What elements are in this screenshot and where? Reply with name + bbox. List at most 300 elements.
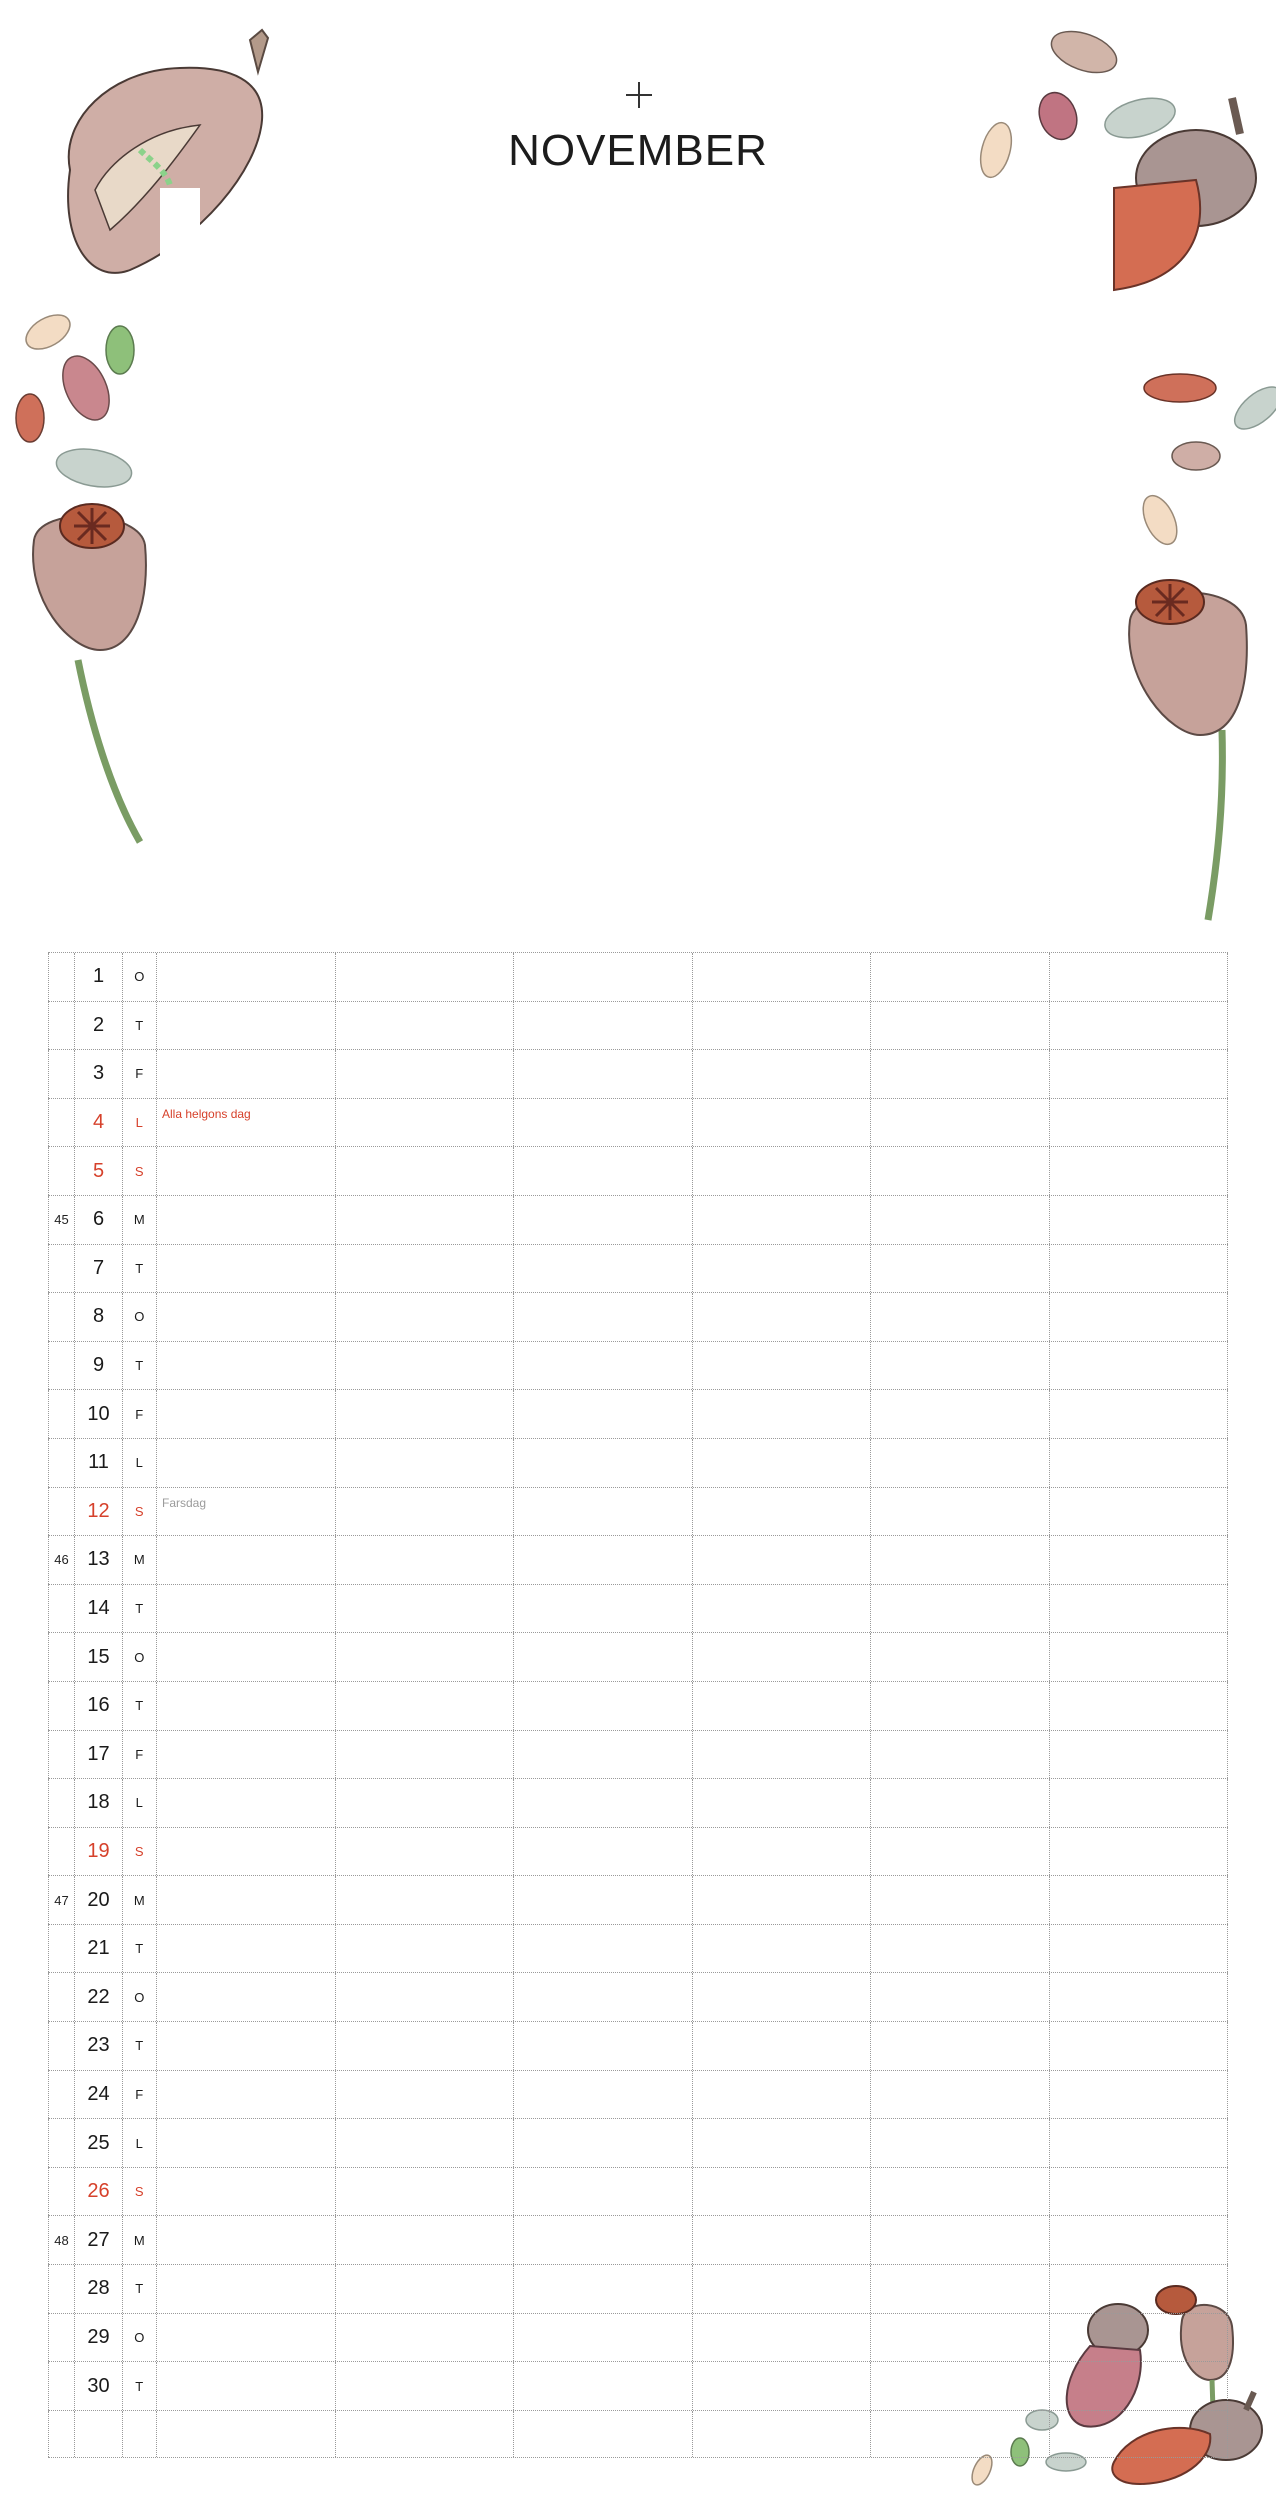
entry-cell[interactable] [156, 1585, 335, 1633]
week-number: 47 [48, 1876, 74, 1924]
week-number [48, 2168, 74, 2216]
entry-cell[interactable] [156, 1342, 335, 1390]
date-number: 12 [74, 1488, 122, 1536]
date-number: 8 [74, 1293, 122, 1341]
date-number: 16 [74, 1682, 122, 1730]
week-number [48, 1147, 74, 1195]
week-number [48, 2022, 74, 2070]
entry-cell[interactable] [513, 1682, 692, 1730]
entry-cell[interactable] [870, 1439, 1049, 1487]
week-number [48, 953, 74, 1001]
entry-cell[interactable] [692, 953, 871, 1001]
entry-cell[interactable] [513, 1147, 692, 1195]
entry-cell[interactable] [692, 1876, 871, 1924]
entry-cell[interactable] [870, 1633, 1049, 1681]
calendar-row [48, 1389, 1228, 1438]
entry-cell[interactable] [156, 1633, 335, 1681]
date-number: 13 [74, 1536, 122, 1584]
entry-cell[interactable] [692, 2411, 871, 2458]
entry-cell[interactable] [156, 1147, 335, 1195]
date-number: 3 [74, 1050, 122, 1098]
acorn-icon [975, 23, 1276, 549]
week-number [48, 2314, 74, 2362]
entry-cell[interactable] [335, 2168, 514, 2216]
entry-cell[interactable] [513, 1488, 692, 1536]
weekday-letter: S [122, 1147, 156, 1195]
entry-cell[interactable] [870, 1876, 1049, 1924]
weekday-letter: F [122, 1731, 156, 1779]
calendar-row [48, 2313, 1228, 2362]
entry-cell[interactable] [156, 1925, 335, 1973]
entry-cell[interactable] [692, 2314, 871, 2362]
entry-cell[interactable] [335, 1585, 514, 1633]
entry-cell[interactable] [692, 2168, 871, 2216]
weekday-letter: O [122, 1633, 156, 1681]
week-number [48, 1488, 74, 1536]
date-number: 9 [74, 1342, 122, 1390]
entry-cell[interactable] [1049, 1731, 1228, 1779]
entry-cell[interactable] [692, 2119, 871, 2167]
entry-cell[interactable] [335, 1439, 514, 1487]
entry-cell[interactable] [513, 1293, 692, 1341]
entry-cell[interactable] [870, 1099, 1049, 1147]
month-title: NOVEMBER [508, 126, 768, 175]
entry-cell[interactable] [335, 1390, 514, 1438]
entry-cell[interactable] [156, 2265, 335, 2313]
entry-cell[interactable] [335, 2265, 514, 2313]
entry-cell[interactable] [335, 1876, 514, 1924]
entry-cell[interactable] [513, 1342, 692, 1390]
date-number: 28 [74, 2265, 122, 2313]
entry-cell[interactable] [1049, 2314, 1228, 2362]
calendar-row [48, 1244, 1228, 1293]
entry-cell[interactable] [156, 1099, 335, 1147]
entry-cell[interactable] [1049, 2411, 1228, 2458]
entry-cell[interactable] [870, 1293, 1049, 1341]
entry-cell[interactable] [870, 1828, 1049, 1876]
entry-cell[interactable] [513, 2265, 692, 2313]
date-number: 20 [74, 1876, 122, 1924]
entry-cell[interactable] [692, 1245, 871, 1293]
entry-cell[interactable] [692, 2071, 871, 2119]
entry-cell[interactable] [692, 1390, 871, 1438]
entry-cell[interactable] [513, 1002, 692, 1050]
seed-icons [16, 308, 135, 492]
entry-cell[interactable] [692, 1779, 871, 1827]
entry-cell[interactable] [513, 1536, 692, 1584]
entry-cell[interactable] [870, 1390, 1049, 1438]
entry-cell[interactable] [1049, 2362, 1228, 2410]
week-number [48, 1682, 74, 1730]
entry-cell[interactable] [870, 1731, 1049, 1779]
weekday-letter: O [122, 1293, 156, 1341]
weekday-letter: M [122, 1536, 156, 1584]
date-number: 26 [74, 2168, 122, 2216]
entry-cell[interactable] [1049, 1633, 1228, 1681]
entry-cell[interactable] [1049, 1002, 1228, 1050]
week-number [48, 1731, 74, 1779]
week-number [48, 1439, 74, 1487]
entry-cell[interactable] [692, 1973, 871, 2021]
calendar-row [48, 2264, 1228, 2313]
date-number: 22 [74, 1973, 122, 2021]
entry-cell[interactable] [870, 2265, 1049, 2313]
entry-cell[interactable] [1049, 1536, 1228, 1584]
entry-cell[interactable] [156, 2168, 335, 2216]
date-number: 10 [74, 1390, 122, 1438]
entry-cell[interactable] [692, 2265, 871, 2313]
entry-cell[interactable] [870, 1925, 1049, 1973]
calendar-row [48, 1487, 1228, 1536]
entry-cell[interactable] [513, 2362, 692, 2410]
entry-cell[interactable] [692, 1293, 871, 1341]
entry-cell[interactable] [1049, 2265, 1228, 2313]
holiday-note: Farsdag [162, 1495, 207, 1510]
calendar-row [48, 1924, 1228, 1973]
entry-cell[interactable] [335, 2216, 514, 2264]
calendar-row [48, 952, 1228, 1001]
date-number: 23 [74, 2022, 122, 2070]
calendar-row [48, 2021, 1228, 2070]
entry-cell[interactable] [870, 2022, 1049, 2070]
entry-cell[interactable] [156, 1390, 335, 1438]
entry-cell[interactable] [870, 1536, 1049, 1584]
entry-cell[interactable] [156, 1439, 335, 1487]
entry-cell[interactable] [156, 1245, 335, 1293]
entry-cell[interactable] [335, 953, 514, 1001]
entry-cell[interactable] [513, 1050, 692, 1098]
entry-cell[interactable] [870, 2071, 1049, 2119]
entry-cell[interactable] [692, 1488, 871, 1536]
week-number: 45 [48, 1196, 74, 1244]
poppy-head-right-icon [1129, 580, 1247, 920]
weekday-letter: T [122, 1682, 156, 1730]
entry-cell[interactable] [692, 1828, 871, 1876]
plus-icon [626, 82, 652, 108]
entry-cell[interactable] [513, 2071, 692, 2119]
entry-cell[interactable] [692, 1633, 871, 1681]
date-number: 11 [74, 1439, 122, 1487]
entry-cell[interactable] [1049, 1876, 1228, 1924]
entry-cell[interactable] [870, 1002, 1049, 1050]
entry-cell[interactable] [156, 953, 335, 1001]
entry-cell[interactable] [335, 1925, 514, 1973]
date-number: 19 [74, 1828, 122, 1876]
entry-cell[interactable] [692, 2022, 871, 2070]
entry-cell[interactable] [335, 1536, 514, 1584]
entry-cell[interactable] [1049, 1682, 1228, 1730]
week-number [48, 1245, 74, 1293]
calendar-row [48, 1001, 1228, 1050]
entry-cell[interactable] [1049, 1196, 1228, 1244]
date-number: 27 [74, 2216, 122, 2264]
entry-cell[interactable] [513, 1196, 692, 1244]
entry-cell[interactable] [870, 2168, 1049, 2216]
date-number: 15 [74, 1633, 122, 1681]
entry-cell[interactable] [156, 1536, 335, 1584]
entry-cell[interactable] [156, 2071, 335, 2119]
entry-cell[interactable] [692, 1050, 871, 1098]
weekday-letter: F [122, 1050, 156, 1098]
entry-cell[interactable] [156, 2022, 335, 2070]
entry-cell[interactable] [1049, 1973, 1228, 2021]
entry-cell[interactable] [335, 1779, 514, 1827]
entry-cell[interactable] [335, 2411, 514, 2458]
entry-cell[interactable] [156, 1973, 335, 2021]
calendar-row [48, 2167, 1228, 2216]
week-number [48, 1585, 74, 1633]
calendar-row [48, 1584, 1228, 1633]
entry-cell[interactable] [1049, 2216, 1228, 2264]
entry-cell[interactable] [513, 1779, 692, 1827]
holiday-note: Alla helgons dag [162, 1106, 251, 1121]
entry-cell[interactable] [513, 1099, 692, 1147]
entry-cell[interactable] [335, 1488, 514, 1536]
entry-cell[interactable] [156, 2216, 335, 2264]
entry-cell[interactable] [870, 2411, 1049, 2458]
week-number [48, 2071, 74, 2119]
weekday-letter: M [122, 1876, 156, 1924]
entry-cell[interactable] [513, 2314, 692, 2362]
entry-cell[interactable] [513, 1925, 692, 1973]
date-number: 17 [74, 1731, 122, 1779]
entry-cell[interactable] [513, 2411, 692, 2458]
entry-cell[interactable] [335, 1731, 514, 1779]
entry-cell[interactable] [335, 1633, 514, 1681]
entry-cell[interactable] [156, 2314, 335, 2362]
entry-cell[interactable] [870, 1342, 1049, 1390]
week-number [48, 1779, 74, 1827]
entry-cell[interactable] [692, 1585, 871, 1633]
entry-cell[interactable] [156, 1002, 335, 1050]
calendar-row [48, 1875, 1228, 1924]
date-number: 7 [74, 1245, 122, 1293]
week-number [48, 1342, 74, 1390]
date-number: 1 [74, 953, 122, 1001]
entry-cell[interactable] [870, 1682, 1049, 1730]
entry-cell[interactable] [156, 2411, 335, 2458]
date-number [74, 2411, 122, 2458]
week-number [48, 1828, 74, 1876]
entry-cell[interactable] [335, 1973, 514, 2021]
entry-cell[interactable] [1049, 1245, 1228, 1293]
date-number: 14 [74, 1585, 122, 1633]
entry-cell[interactable] [870, 2119, 1049, 2167]
entry-cell[interactable] [513, 1973, 692, 2021]
week-number [48, 1099, 74, 1147]
entry-cell[interactable] [335, 1099, 514, 1147]
weekday-letter: T [122, 1585, 156, 1633]
entry-cell[interactable] [1049, 1293, 1228, 1341]
entry-cell[interactable] [1049, 2168, 1228, 2216]
entry-cell[interactable] [513, 1876, 692, 1924]
entry-cell[interactable] [335, 1196, 514, 1244]
calendar-row [48, 1195, 1228, 1244]
entry-cell[interactable] [1049, 1147, 1228, 1195]
week-number: 48 [48, 2216, 74, 2264]
calendar-row [48, 1146, 1228, 1195]
entry-cell[interactable] [870, 2314, 1049, 2362]
entry-cell[interactable] [335, 1682, 514, 1730]
entry-cell[interactable] [156, 1196, 335, 1244]
entry-cell[interactable] [156, 1779, 335, 1827]
calendar-row [48, 1098, 1228, 1147]
date-number: 6 [74, 1196, 122, 1244]
entry-cell[interactable] [870, 1585, 1049, 1633]
weekday-letter: L [122, 2119, 156, 2167]
entry-cell[interactable] [156, 1293, 335, 1341]
weekday-letter: O [122, 1973, 156, 2021]
entry-cell[interactable] [513, 2168, 692, 2216]
entry-cell[interactable] [513, 1390, 692, 1438]
week-number [48, 1002, 74, 1050]
entry-cell[interactable] [513, 2022, 692, 2070]
weekday-letter: T [122, 1925, 156, 1973]
calendar-row [48, 1681, 1228, 1730]
date-number: 21 [74, 1925, 122, 1973]
calendar-row [48, 1049, 1228, 1098]
entry-cell[interactable] [1049, 1925, 1228, 1973]
entry-cell[interactable] [692, 1342, 871, 1390]
weekday-letter: M [122, 1196, 156, 1244]
weekday-letter: M [122, 2216, 156, 2264]
calendar-row [48, 2070, 1228, 2119]
weekday-letter: F [122, 2071, 156, 2119]
date-number: 5 [74, 1147, 122, 1195]
week-number [48, 1973, 74, 2021]
entry-cell[interactable] [870, 1245, 1049, 1293]
entry-cell[interactable] [870, 1488, 1049, 1536]
entry-cell[interactable] [870, 1196, 1049, 1244]
weekday-letter: T [122, 1245, 156, 1293]
entry-cell[interactable] [335, 1147, 514, 1195]
entry-cell[interactable] [513, 2216, 692, 2264]
entry-cell[interactable] [692, 1196, 871, 1244]
entry-cell[interactable] [335, 1828, 514, 1876]
date-number: 25 [74, 2119, 122, 2167]
calendar-row [48, 2410, 1228, 2459]
poppy-head-icon [33, 504, 146, 842]
entry-cell[interactable] [692, 1002, 871, 1050]
entry-cell[interactable] [156, 1876, 335, 1924]
weekday-letter: F [122, 1390, 156, 1438]
entry-cell[interactable] [1049, 1585, 1228, 1633]
entry-cell[interactable] [1049, 1488, 1228, 1536]
entry-cell[interactable] [513, 2119, 692, 2167]
weekday-letter: T [122, 2362, 156, 2410]
date-number: 29 [74, 2314, 122, 2362]
weekday-letter: O [122, 2314, 156, 2362]
weekday-letter: L [122, 1439, 156, 1487]
entry-cell[interactable] [870, 953, 1049, 1001]
date-number: 18 [74, 1779, 122, 1827]
entry-cell[interactable] [513, 1731, 692, 1779]
entry-cell[interactable] [156, 1828, 335, 1876]
week-number [48, 2362, 74, 2410]
entry-cell[interactable] [335, 1293, 514, 1341]
entry-cell[interactable] [1049, 1342, 1228, 1390]
weekday-letter: L [122, 1099, 156, 1147]
entry-cell[interactable] [692, 1147, 871, 1195]
entry-cell[interactable] [1049, 2071, 1228, 2119]
entry-cell[interactable] [1049, 2022, 1228, 2070]
entry-cell[interactable] [692, 2362, 871, 2410]
calendar-row [48, 1827, 1228, 1876]
week-number [48, 1925, 74, 1973]
date-number: 2 [74, 1002, 122, 1050]
entry-cell[interactable] [156, 2362, 335, 2410]
calendar-row [48, 1292, 1228, 1341]
entry-cell[interactable] [156, 1682, 335, 1730]
entry-cell[interactable] [513, 1828, 692, 1876]
entry-cell[interactable] [335, 1002, 514, 1050]
entry-cell[interactable] [335, 1050, 514, 1098]
entry-cell[interactable] [692, 1536, 871, 1584]
entry-cell[interactable] [513, 1633, 692, 1681]
entry-cell[interactable] [1049, 1050, 1228, 1098]
entry-cell[interactable] [870, 1779, 1049, 1827]
weekday-letter: S [122, 1828, 156, 1876]
entry-cell[interactable] [692, 1099, 871, 1147]
entry-cell[interactable] [870, 2362, 1049, 2410]
entry-cell[interactable] [335, 2314, 514, 2362]
entry-cell[interactable] [1049, 1099, 1228, 1147]
entry-cell[interactable] [335, 2071, 514, 2119]
entry-cell[interactable] [1049, 953, 1228, 1001]
entry-cell[interactable] [1049, 1390, 1228, 1438]
week-number [48, 1390, 74, 1438]
entry-cell[interactable] [335, 1245, 514, 1293]
entry-cell[interactable] [513, 1585, 692, 1633]
entry-cell[interactable] [692, 1731, 871, 1779]
entry-cell[interactable] [1049, 1828, 1228, 1876]
entry-cell[interactable] [1049, 2119, 1228, 2167]
entry-cell[interactable] [692, 1925, 871, 1973]
entry-cell[interactable] [335, 2362, 514, 2410]
week-number: 46 [48, 1536, 74, 1584]
entry-cell[interactable] [156, 1488, 335, 1536]
entry-cell[interactable] [692, 1682, 871, 1730]
entry-cell[interactable] [1049, 1779, 1228, 1827]
entry-cell[interactable] [156, 1050, 335, 1098]
calendar-row [48, 1778, 1228, 1827]
weekday-letter [122, 2411, 156, 2458]
weekday-letter: T [122, 1002, 156, 1050]
entry-cell[interactable] [335, 2119, 514, 2167]
entry-cell[interactable] [870, 1147, 1049, 1195]
entry-cell[interactable] [692, 2216, 871, 2264]
weekday-letter: T [122, 2022, 156, 2070]
weekday-letter: S [122, 1488, 156, 1536]
entry-cell[interactable] [513, 1245, 692, 1293]
entry-cell[interactable] [1049, 1439, 1228, 1487]
entry-cell[interactable] [335, 1342, 514, 1390]
weekday-letter: O [122, 953, 156, 1001]
calendar-row [48, 1341, 1228, 1390]
entry-cell[interactable] [513, 953, 692, 1001]
entry-cell[interactable] [156, 1731, 335, 1779]
entry-cell[interactable] [156, 2119, 335, 2167]
week-number [48, 2265, 74, 2313]
entry-cell[interactable] [335, 2022, 514, 2070]
entry-cell[interactable] [870, 2216, 1049, 2264]
week-number [48, 2411, 74, 2458]
entry-cell[interactable] [870, 1050, 1049, 1098]
entry-cell[interactable] [692, 1439, 871, 1487]
calendar-grid [48, 952, 1228, 2458]
entry-cell[interactable] [513, 1439, 692, 1487]
entry-cell[interactable] [870, 1973, 1049, 2021]
